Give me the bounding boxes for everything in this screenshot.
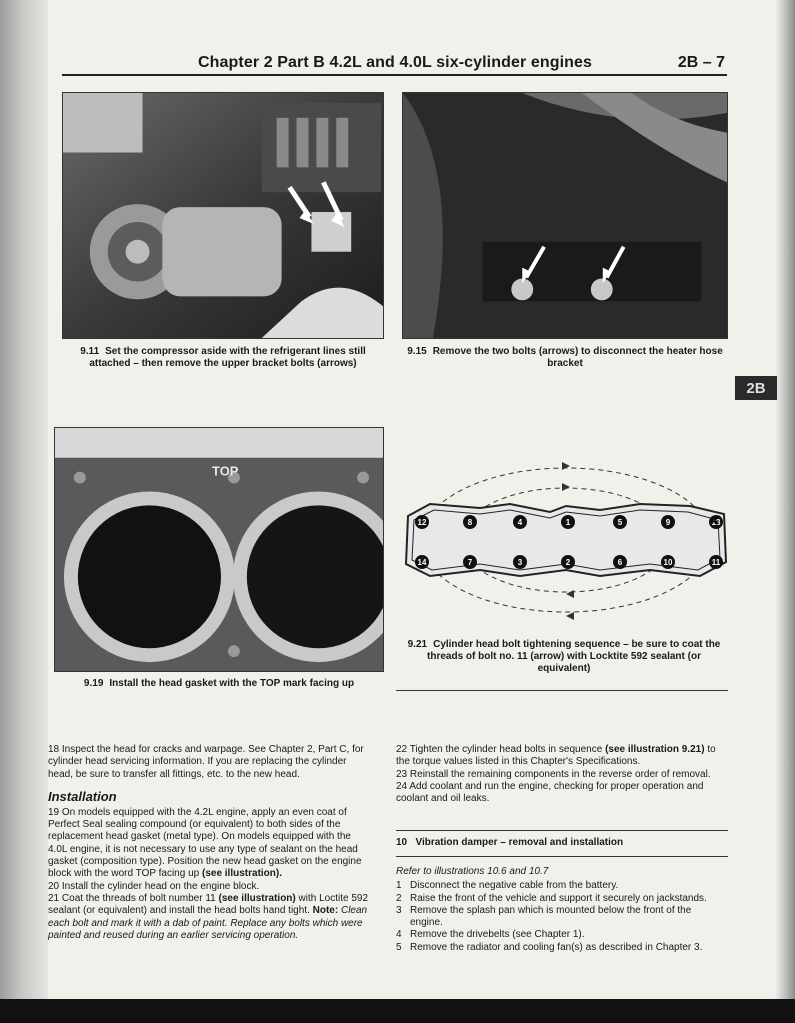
illustration-reference-line <box>396 866 726 878</box>
step-item <box>396 929 726 941</box>
figure-number: 9.19 <box>83 678 104 689</box>
binding-edge <box>0 0 48 1023</box>
caption-text: Remove the two bolts (arrows) to disconnect the heater hose bracket <box>432 346 723 369</box>
bolt-number: 11 <box>711 558 721 567</box>
top-mark-stamp: TOP <box>212 463 239 479</box>
right-text-column <box>396 744 726 805</box>
paragraph-20 <box>48 881 372 893</box>
paragraph-text: to the torque values listed in this Chapter's Specifications. <box>396 744 716 768</box>
caption-rule <box>396 690 728 691</box>
bolt-number: 8 <box>467 518 473 527</box>
page-number: 2B – 7 <box>677 54 725 71</box>
paragraph-21 <box>48 893 372 942</box>
step-number: 1 <box>396 880 402 892</box>
step-number: 3 <box>396 904 402 916</box>
step-item <box>396 905 726 930</box>
bolt-sequence-svg <box>400 440 732 630</box>
damper-steps <box>396 866 726 954</box>
bolt-number: 14 <box>417 558 427 567</box>
paragraph-number: 20 <box>48 880 60 892</box>
caption-9-11 <box>62 346 384 370</box>
bolt-number: 7 <box>467 558 473 567</box>
step-text: Disconnect the negative cable from the battery. <box>410 880 619 892</box>
step-number: 4 <box>396 929 402 941</box>
paragraph-number: 24 <box>396 780 408 792</box>
bolt-number: 1 <box>565 518 571 527</box>
paragraph-text: On models equipped with the 4.2L engine, apply an even coat of Perfect Seal sealing compound (or equivalent) to both sides of the replacement head gasket (metal type). On models equipped with the 4.0L engine, it is not necessary to use any type of sealant on the head gasket (composition type). Position the new head gasket on the engine block with the word TOP facing up <box>48 806 362 880</box>
note-label: Note: <box>312 905 339 917</box>
paragraph-text: Coat the threads of bolt number 11 <box>61 892 216 904</box>
left-text-column <box>48 744 372 942</box>
caption-9-19 <box>54 678 384 690</box>
figure-number: 9.21 <box>407 639 428 650</box>
paragraph-23 <box>396 769 726 781</box>
illustration-reference: (see illustration 9.21) <box>605 744 705 755</box>
section-title: Vibration damper – removal and installation <box>415 837 624 848</box>
paragraph-number: 22 <box>396 744 408 755</box>
paragraph-text: Add coolant and run the engine, checking for proper operation and coolant and oil leaks. <box>396 780 704 805</box>
chapter-title: Chapter 2 Part B 4.2L and 4.0L six-cylinder engines <box>198 54 592 71</box>
paragraph-text: Install the cylinder head on the engine block. <box>61 880 260 892</box>
refer-text: Refer to illustrations 10.6 and 10.7 <box>396 866 549 877</box>
photo-head-gasket <box>54 427 384 672</box>
bolt-number: 12 <box>417 518 427 527</box>
direction-arrow <box>562 462 570 470</box>
paragraph-24 <box>396 781 726 806</box>
bolt-number: 10 <box>663 558 673 567</box>
page-header <box>62 52 727 76</box>
step-text: Remove the drivebelts (see Chapter 1). <box>410 929 585 941</box>
caption-text: Cylinder head bolt tightening sequence – be sure to coat the threads of bolt no. 11 (arrow) with Locktite 592 sealant (or equivalent) <box>427 639 721 674</box>
bolt-number: 9 <box>665 518 671 527</box>
section-heading-installation: Installation <box>48 788 117 804</box>
bolt-number: 5 <box>617 518 623 527</box>
caption-text: Install the head gasket with the TOP mark facing up <box>109 678 355 689</box>
step-number: 5 <box>396 941 402 953</box>
bolt-number: 4 <box>517 518 523 527</box>
section-number: 10 <box>396 837 408 848</box>
page-edge <box>775 0 795 1023</box>
section-tab: 2B <box>735 376 777 400</box>
paragraph-19 <box>48 807 372 881</box>
photo-heater-hose-bracket <box>402 92 728 339</box>
caption-9-15 <box>402 346 728 370</box>
step-item <box>396 942 726 954</box>
paragraph-text: Inspect the head for cracks and warpage. See Chapter 2, Part C, for cylinder head servicing information. If you are replacing the cylinder head, be sure to transfer all fittings, etc. to the new head. <box>48 744 364 780</box>
step-text: Raise the front of the vehicle and support it securely on jackstands. <box>410 892 707 904</box>
caption-9-21 <box>404 639 724 675</box>
illustration-reference: (see illustration). <box>201 868 282 880</box>
steps-list <box>396 880 726 954</box>
photo-compressor <box>62 92 384 339</box>
note-text: Clean each bolt and mark it with a dab of paint. Replace any bolts which were painted and reused during an earlier servicing operation. <box>48 905 368 941</box>
step-item <box>396 880 726 892</box>
caption-text: Set the compressor aside with the refrigerant lines still attached – then remove the upper bracket bolts (arrows) <box>89 346 366 369</box>
section-heading-vibration-damper <box>396 837 728 848</box>
step-text: Remove the radiator and cooling fan(s) as described in Chapter 3. <box>410 941 703 953</box>
step-item <box>396 893 726 905</box>
figure-number: 9.11 <box>80 346 100 357</box>
paragraph-text: Tighten the cylinder head bolts in sequence <box>409 744 603 755</box>
paragraph-22 <box>396 744 726 769</box>
paragraph-number: 21 <box>48 892 60 904</box>
paragraph-text: with Loctite 592 sealant (or equivalent) and install the head bolts hand tight. <box>48 892 369 917</box>
bottom-bar <box>0 999 795 1023</box>
direction-arrow <box>562 483 570 491</box>
paragraph-18 <box>48 744 372 781</box>
paragraph-number: 23 <box>396 768 408 780</box>
paragraph-text: Reinstall the remaining components in the reverse order of removal. <box>409 768 711 780</box>
paragraph-number: 19 <box>48 806 60 818</box>
section-rule-bottom <box>396 856 728 857</box>
direction-arrow <box>566 590 574 598</box>
illustration-reference: (see illustration) <box>218 892 296 904</box>
bolt-sequence-diagram <box>400 440 732 630</box>
direction-arrow <box>566 612 574 620</box>
step-number: 2 <box>396 892 402 904</box>
paragraph-number: 18 <box>48 744 60 755</box>
bolt-number: 13 <box>711 518 721 527</box>
bolt-number: 2 <box>565 558 571 567</box>
section-rule-top <box>396 830 728 831</box>
figure-number: 9.15 <box>407 346 427 357</box>
bolt-number: 6 <box>617 558 623 567</box>
step-text: Remove the splash pan which is mounted below the front of the engine. <box>410 904 692 929</box>
bolt-number: 3 <box>517 558 523 567</box>
